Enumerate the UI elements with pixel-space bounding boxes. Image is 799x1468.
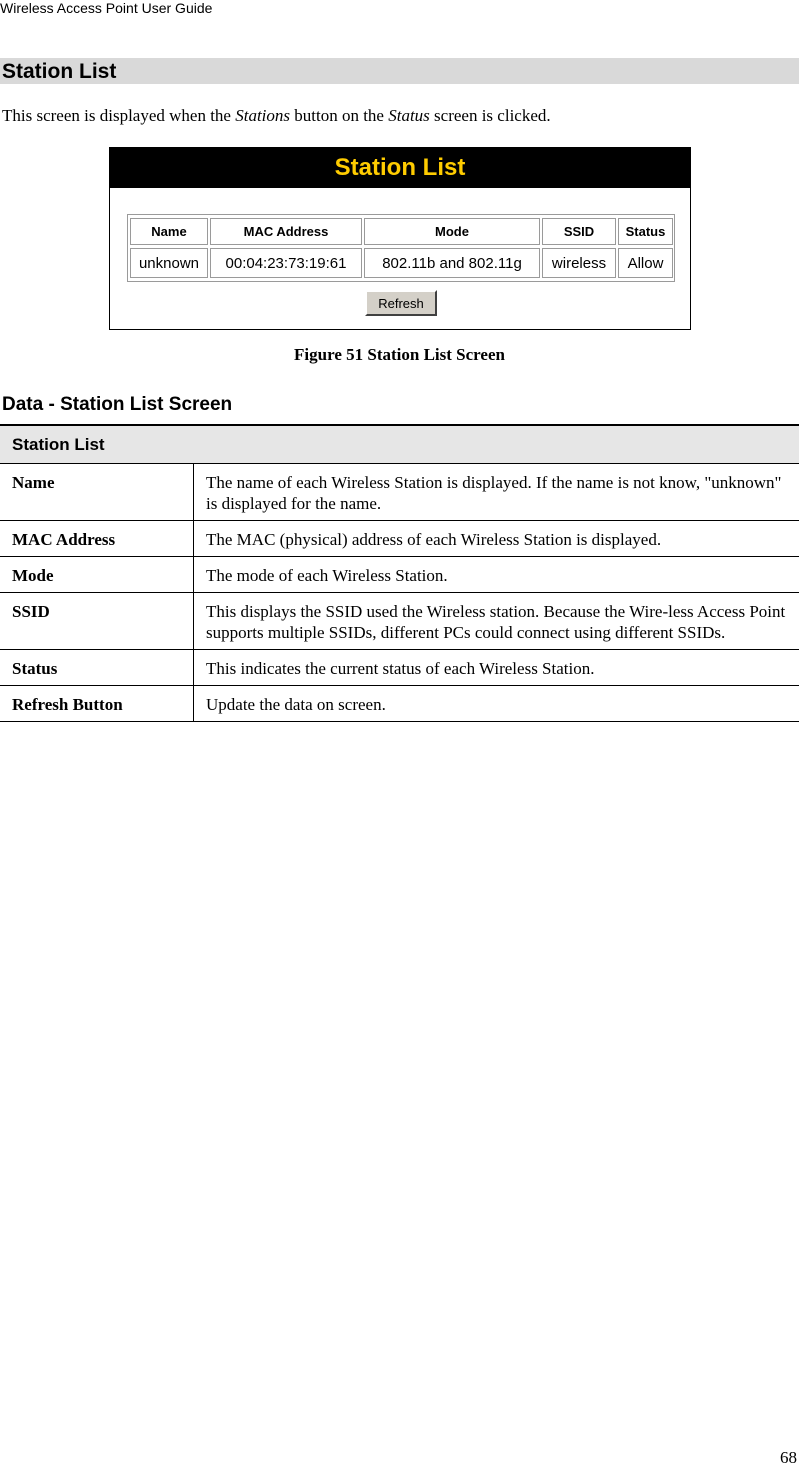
table-row [0,521,799,557]
row-desc-mode: The mode of each Wireless Station. [194,557,799,593]
row-desc-mac-address: The MAC (physical) address of each Wireless Station is displayed. [194,521,799,557]
table-row [0,557,799,593]
intro-em-stations: Stations [235,106,291,125]
data-table-header: Station List [0,425,799,464]
row-term-refresh-button: Refresh Button [0,686,194,722]
refresh-button[interactable]: Refresh [365,290,437,316]
column-header-mac-address: MAC Address [210,218,362,245]
table-row [0,650,799,686]
figure-caption: Figure 51 Station List Screen [294,345,505,364]
table-row [0,686,799,722]
data-table [0,424,799,722]
screenshot-title: Station List [334,154,466,181]
intro-paragraph [2,106,551,126]
section-title-bar [0,58,799,84]
column-header-status: Status [618,218,673,245]
row-term-mode: Mode [0,557,194,593]
section-title: Station List [2,60,117,83]
page-number: 68 [780,1448,797,1467]
row-term-status: Status [0,650,194,686]
data-table-header-row [0,425,799,464]
station-table [127,214,675,282]
intro-text-after: screen is clicked. [429,106,551,125]
station-mac-cell: 00:04:23:73:19:61 [210,248,362,278]
station-status-cell: Allow [618,248,673,278]
intro-text-before: This screen is displayed when the [2,106,236,125]
row-term-name: Name [0,464,194,521]
intro-text-middle: button on the [290,106,389,125]
station-name-cell: unknown [130,248,208,278]
station-list-screenshot [109,147,691,330]
row-desc-status: This indicates the current status of each Wireless Station. [194,650,799,686]
running-header: Wireless Access Point User Guide [0,0,213,16]
row-desc-name: The name of each Wireless Station is displayed. If the name is not know, "unknown" is displayed for the name. [194,464,799,521]
row-term-ssid: SSID [0,593,194,650]
column-header-ssid: SSID [542,218,616,245]
column-header-name: Name [130,218,208,245]
row-desc-refresh-button: Update the data on screen. [194,686,799,722]
row-desc-ssid: This displays the SSID used the Wireless station. Because the Wire-less Access Point supports multiple SSIDs, different PCs could connect using different SSIDs. [194,593,799,650]
table-row [0,464,799,521]
data-table-heading: Data - Station List Screen [2,394,233,415]
intro-em-status: Status [388,106,430,125]
screenshot-title-bar [110,148,690,188]
row-term-mac-address: MAC Address [0,521,194,557]
column-header-mode: Mode [364,218,540,245]
table-row [0,593,799,650]
station-mode-cell: 802.11b and 802.11g [364,248,540,278]
station-ssid-cell: wireless [542,248,616,278]
